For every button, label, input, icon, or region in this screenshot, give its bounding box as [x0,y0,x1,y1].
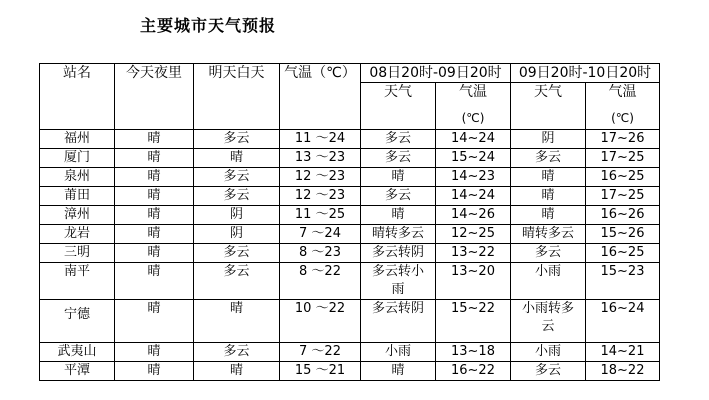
cell-tomorrow-day: 多云 [194,343,280,362]
cell-temp-p2: 18~22 [586,362,660,381]
header-tomorrow-day: 明天白天 [194,64,280,130]
cell-temp-p1: 15~24 [436,149,511,168]
cell-temp-p1: 14~24 [436,187,511,206]
cell-temp-range: 7 ～24 [280,225,361,244]
cell-tonight: 晴 [115,187,194,206]
header-period-2: 09日20时-10日20时 [511,64,660,83]
cell-weather-p2: 晴转多云 [511,225,586,244]
cell-temp-p2: 17~26 [586,130,660,149]
header-period-1: 08日20时-09日20时 [361,64,511,83]
cell-tomorrow-day: 晴 [194,362,280,381]
cell-station: 平潭 [40,362,115,381]
cell-tomorrow-day: 多云 [194,263,280,300]
cell-weather-p2: 小雨转多云 [511,300,586,343]
cell-weather-p1: 晴 [361,206,436,225]
cell-weather-p2: 晴 [511,206,586,225]
header-weather-2: 天气 [511,83,586,130]
cell-temp-p2: 15~23 [586,263,660,300]
header-tonight: 今天夜里 [115,64,194,130]
cell-weather-p2: 阴 [511,130,586,149]
cell-weather-p2: 小雨 [511,263,586,300]
cell-tonight: 晴 [115,263,194,300]
cell-tomorrow-day: 多云 [194,130,280,149]
cell-station: 泉州 [40,168,115,187]
cell-temp-p1: 16~22 [436,362,511,381]
cell-weather-p1: 多云 [361,187,436,206]
table-row [40,206,660,225]
table-row [40,225,660,244]
cell-tomorrow-day: 多云 [194,244,280,263]
header-unit-1: (℃) [461,111,485,125]
cell-station: 宁德 [40,300,115,343]
cell-temp-p2: 16~26 [586,206,660,225]
cell-station: 龙岩 [40,225,115,244]
cell-temp-range: 8 ～22 [280,263,361,300]
cell-temp-range: 12 ～23 [280,187,361,206]
cell-weather-p2: 多云 [511,244,586,263]
cell-temp-p2: 17~25 [586,149,660,168]
header-row-1 [40,64,660,83]
cell-tonight: 晴 [115,225,194,244]
cell-temp-p1: 12~25 [436,225,511,244]
cell-temp-range: 12 ～23 [280,168,361,187]
cell-tomorrow-day: 阴 [194,225,280,244]
cell-temp-range: 11 ～25 [280,206,361,225]
cell-temp-p2: 16~25 [586,168,660,187]
cell-temp-p2: 17~25 [586,187,660,206]
cell-weather-p2: 晴 [511,168,586,187]
cell-weather-p1: 多云 [361,130,436,149]
cell-temp-p1: 14~26 [436,206,511,225]
cell-tomorrow-day: 多云 [194,187,280,206]
cell-station: 厦门 [40,149,115,168]
cell-tomorrow-day: 晴 [194,300,280,343]
table-row [40,343,660,362]
cell-weather-p1: 多云 [361,149,436,168]
cell-tonight: 晴 [115,130,194,149]
table-row [40,168,660,187]
cell-temp-range: 7 ～22 [280,343,361,362]
cell-tonight: 晴 [115,343,194,362]
cell-temp-range: 15 ～21 [280,362,361,381]
cell-temp-p1: 15~22 [436,300,511,343]
cell-weather-p2: 晴 [511,187,586,206]
header-temp-1: 气温 (℃) [436,83,511,130]
cell-weather-p1: 多云转阴 [361,244,436,263]
cell-temp-p1: 13~20 [436,263,511,300]
header-weather-1: 天气 [361,83,436,130]
header-temp: 气温（℃） [280,64,361,130]
header-temp-2: 气温 (℃) [586,83,660,130]
table-row [40,300,660,343]
cell-weather-p1: 晴 [361,168,436,187]
cell-tomorrow-day: 多云 [194,168,280,187]
cell-weather-p1: 多云转小雨 [361,263,436,300]
cell-tomorrow-day: 晴 [194,149,280,168]
table-row [40,130,660,149]
cell-temp-p1: 14~24 [436,130,511,149]
cell-weather-p2: 多云 [511,362,586,381]
weather-forecast-table [39,63,660,381]
table-row [40,149,660,168]
table-row [40,263,660,300]
cell-temp-p1: 13~22 [436,244,511,263]
cell-weather-p1: 小雨 [361,343,436,362]
cell-weather-p1: 多云转阴 [361,300,436,343]
cell-station: 三明 [40,244,115,263]
cell-temp-p2: 15~26 [586,225,660,244]
cell-tomorrow-day: 阴 [194,206,280,225]
table-row [40,362,660,381]
table-row [40,187,660,206]
cell-temp-range: 10 ～22 [280,300,361,343]
page-title: 主要城市天气预报 [140,16,277,35]
cell-tonight: 晴 [115,244,194,263]
cell-temp-p1: 14~23 [436,168,511,187]
cell-tonight: 晴 [115,206,194,225]
cell-temp-range: 8 ～23 [280,244,361,263]
cell-temp-p1: 13~18 [436,343,511,362]
cell-weather-p1: 晴 [361,362,436,381]
table-row [40,244,660,263]
cell-tonight: 晴 [115,300,194,343]
cell-weather-p1: 晴转多云 [361,225,436,244]
cell-tonight: 晴 [115,362,194,381]
cell-station: 莆田 [40,187,115,206]
cell-station: 福州 [40,130,115,149]
cell-weather-p2: 小雨 [511,343,586,362]
cell-station: 南平 [40,263,115,300]
cell-weather-p2: 多云 [511,149,586,168]
header-station: 站名 [40,64,115,130]
cell-temp-p2: 14~21 [586,343,660,362]
cell-temp-p2: 16~24 [586,300,660,343]
cell-station: 漳州 [40,206,115,225]
cell-station: 武夷山 [40,343,115,362]
cell-tonight: 晴 [115,168,194,187]
cell-temp-p2: 16~25 [586,244,660,263]
cell-temp-range: 13 ～23 [280,149,361,168]
cell-tonight: 晴 [115,149,194,168]
cell-temp-range: 11 ～24 [280,130,361,149]
header-unit-2: (℃) [611,111,634,125]
